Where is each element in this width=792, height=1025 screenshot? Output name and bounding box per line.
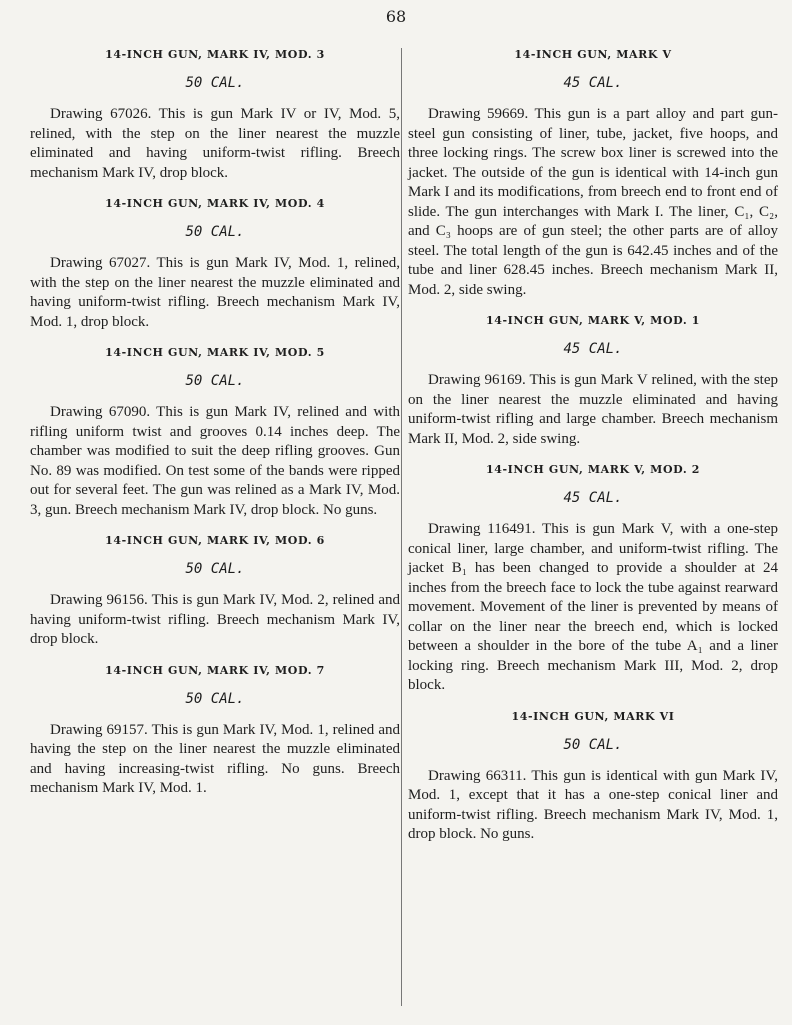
section-mark-vi: [408, 696, 778, 845]
section-text: Drawing 96169. This is gun Mark V relined, with the step on the liner nearest the muzzle eliminated and having uniform-twist rifling and large chamber. Breech mechanism Mark II, Mod. 2, side swing.: [408, 372, 778, 447]
caliber-label: 50 CAL.: [185, 690, 245, 707]
section-text: Drawing 67026. This is gun Mark IV or IV, Mod. 5, relined, with the step on the liner nearest the muzzle eliminated and having uniform-twist rifling. Breech mechanism Mark IV, drop block.: [30, 106, 400, 181]
section-heading: 14-INCH GUN, MARK V, MOD. 1: [486, 314, 700, 327]
section-heading: 14-INCH GUN, MARK IV, MOD. 4: [105, 197, 325, 210]
column-divider: [401, 48, 402, 1006]
caliber-label: 50 CAL.: [563, 736, 623, 753]
caliber-label: 45 CAL.: [563, 75, 623, 91]
section-heading: 14-INCH GUN, MARK V: [514, 48, 672, 61]
section-heading: 14-INCH GUN, MARK IV, MOD. 7: [105, 663, 325, 677]
caliber-label: 50 CAL.: [185, 373, 245, 389]
section-mark-v: [408, 38, 778, 300]
right-column: [408, 38, 778, 845]
section-mark-iv-mod-5: [30, 332, 400, 520]
section-heading: 14-INCH GUN, MARK V, MOD. 2: [486, 463, 700, 476]
left-column: [30, 38, 400, 799]
section-heading: 14-INCH GUN, MARK VI: [511, 709, 675, 723]
section-text: Drawing 67027. This is gun Mark IV, Mod. 1, relined, with the step on the liner nearest the muzzle eliminated and having uniform-twist rifling. Breech mechanism Mark IV, Mod. 1, drop block.: [30, 255, 400, 330]
section-mark-v-mod-2: [408, 449, 778, 696]
section-text: Drawing 59669. This gun is a part alloy and part gun-steel gun consisting of liner, tube, jacket, five hoops, and three locking rings. The screw box liner is screwed into the jacket. The outside of the gun is identical with 14-inch gun Mark I and its modifications, from breech end to front end of slide. The gun interchanges with Mark I. The liner, C₁, C₂, and C₃ hoops are of gun steel; the other parts are of alloy steel. The total length of the gun is 642.45 inches and of the tube and liner 628.45 inches. Breech mechanism Mark II, Mod. 2, side swing.: [408, 106, 778, 298]
caliber-label: 45 CAL.: [563, 490, 623, 506]
section-text: Drawing 116491. This is gun Mark V, with a one-step conical liner, large chamber, and uniform-twist rifling. The jacket B₁ has been changed to provide a shoulder at 24 inches from the breech face to lock the tube against rearward movement. Movement of the liner is prevented by means of collar on the liner near the breech end, which is locked between a shoulder in the bore of the tube A₁ and a liner locking ring. Breech mechanism Mark III, Mod. 2, drop block.: [408, 521, 778, 693]
section-heading: 14-INCH GUN, MARK IV, MOD. 6: [105, 534, 325, 547]
section-mark-iv-mod-4: [30, 183, 400, 332]
section-heading: 14-INCH GUN, MARK IV, MOD. 3: [105, 48, 325, 61]
section-text: Drawing 67090. This is gun Mark IV, relined and with rifling uniform twist and grooves 0.14 inches deep. The chamber was modified to suit the deep rifling grooves. Gun No. 89 was modified. On test some of the bands were ripped out for several feet. The gun was relined as a Mark IV, Mod. 3, gun. Breech mechanism Mark IV, drop block. No guns.: [30, 404, 400, 518]
section-text: Drawing 69157. This is gun Mark IV, Mod. 1, relined and having the step on the liner nearest the muzzle eliminated and having increasing-twist rifling. No guns. Breech mechanism Mark IV, Mod. 1.: [30, 721, 400, 796]
section-text: Drawing 66311. This gun is identical with gun Mark IV, Mod. 1, except that it has a one-step conical liner and uniform-twist rifling. Breech mechanism Mark IV, Mod. 1, drop block. No guns.: [408, 767, 778, 842]
section-mark-iv-mod-7: [30, 650, 400, 799]
caliber-label: 50 CAL.: [185, 224, 245, 240]
section-mark-v-mod-1: [408, 300, 778, 449]
caliber-label: 50 CAL.: [185, 561, 245, 577]
page-number: 68: [385, 7, 407, 26]
section-text: Drawing 96156. This is gun Mark IV, Mod. 2, relined and having uniform-twist rifling. Breech mechanism Mark IV, drop block.: [30, 592, 400, 647]
caliber-label: 45 CAL.: [563, 341, 623, 357]
section-heading: 14-INCH GUN, MARK IV, MOD. 5: [105, 346, 325, 359]
section-mark-iv-mod-3: [30, 38, 400, 183]
caliber-label: 50 CAL.: [185, 75, 245, 91]
section-mark-iv-mod-6: [30, 520, 400, 650]
